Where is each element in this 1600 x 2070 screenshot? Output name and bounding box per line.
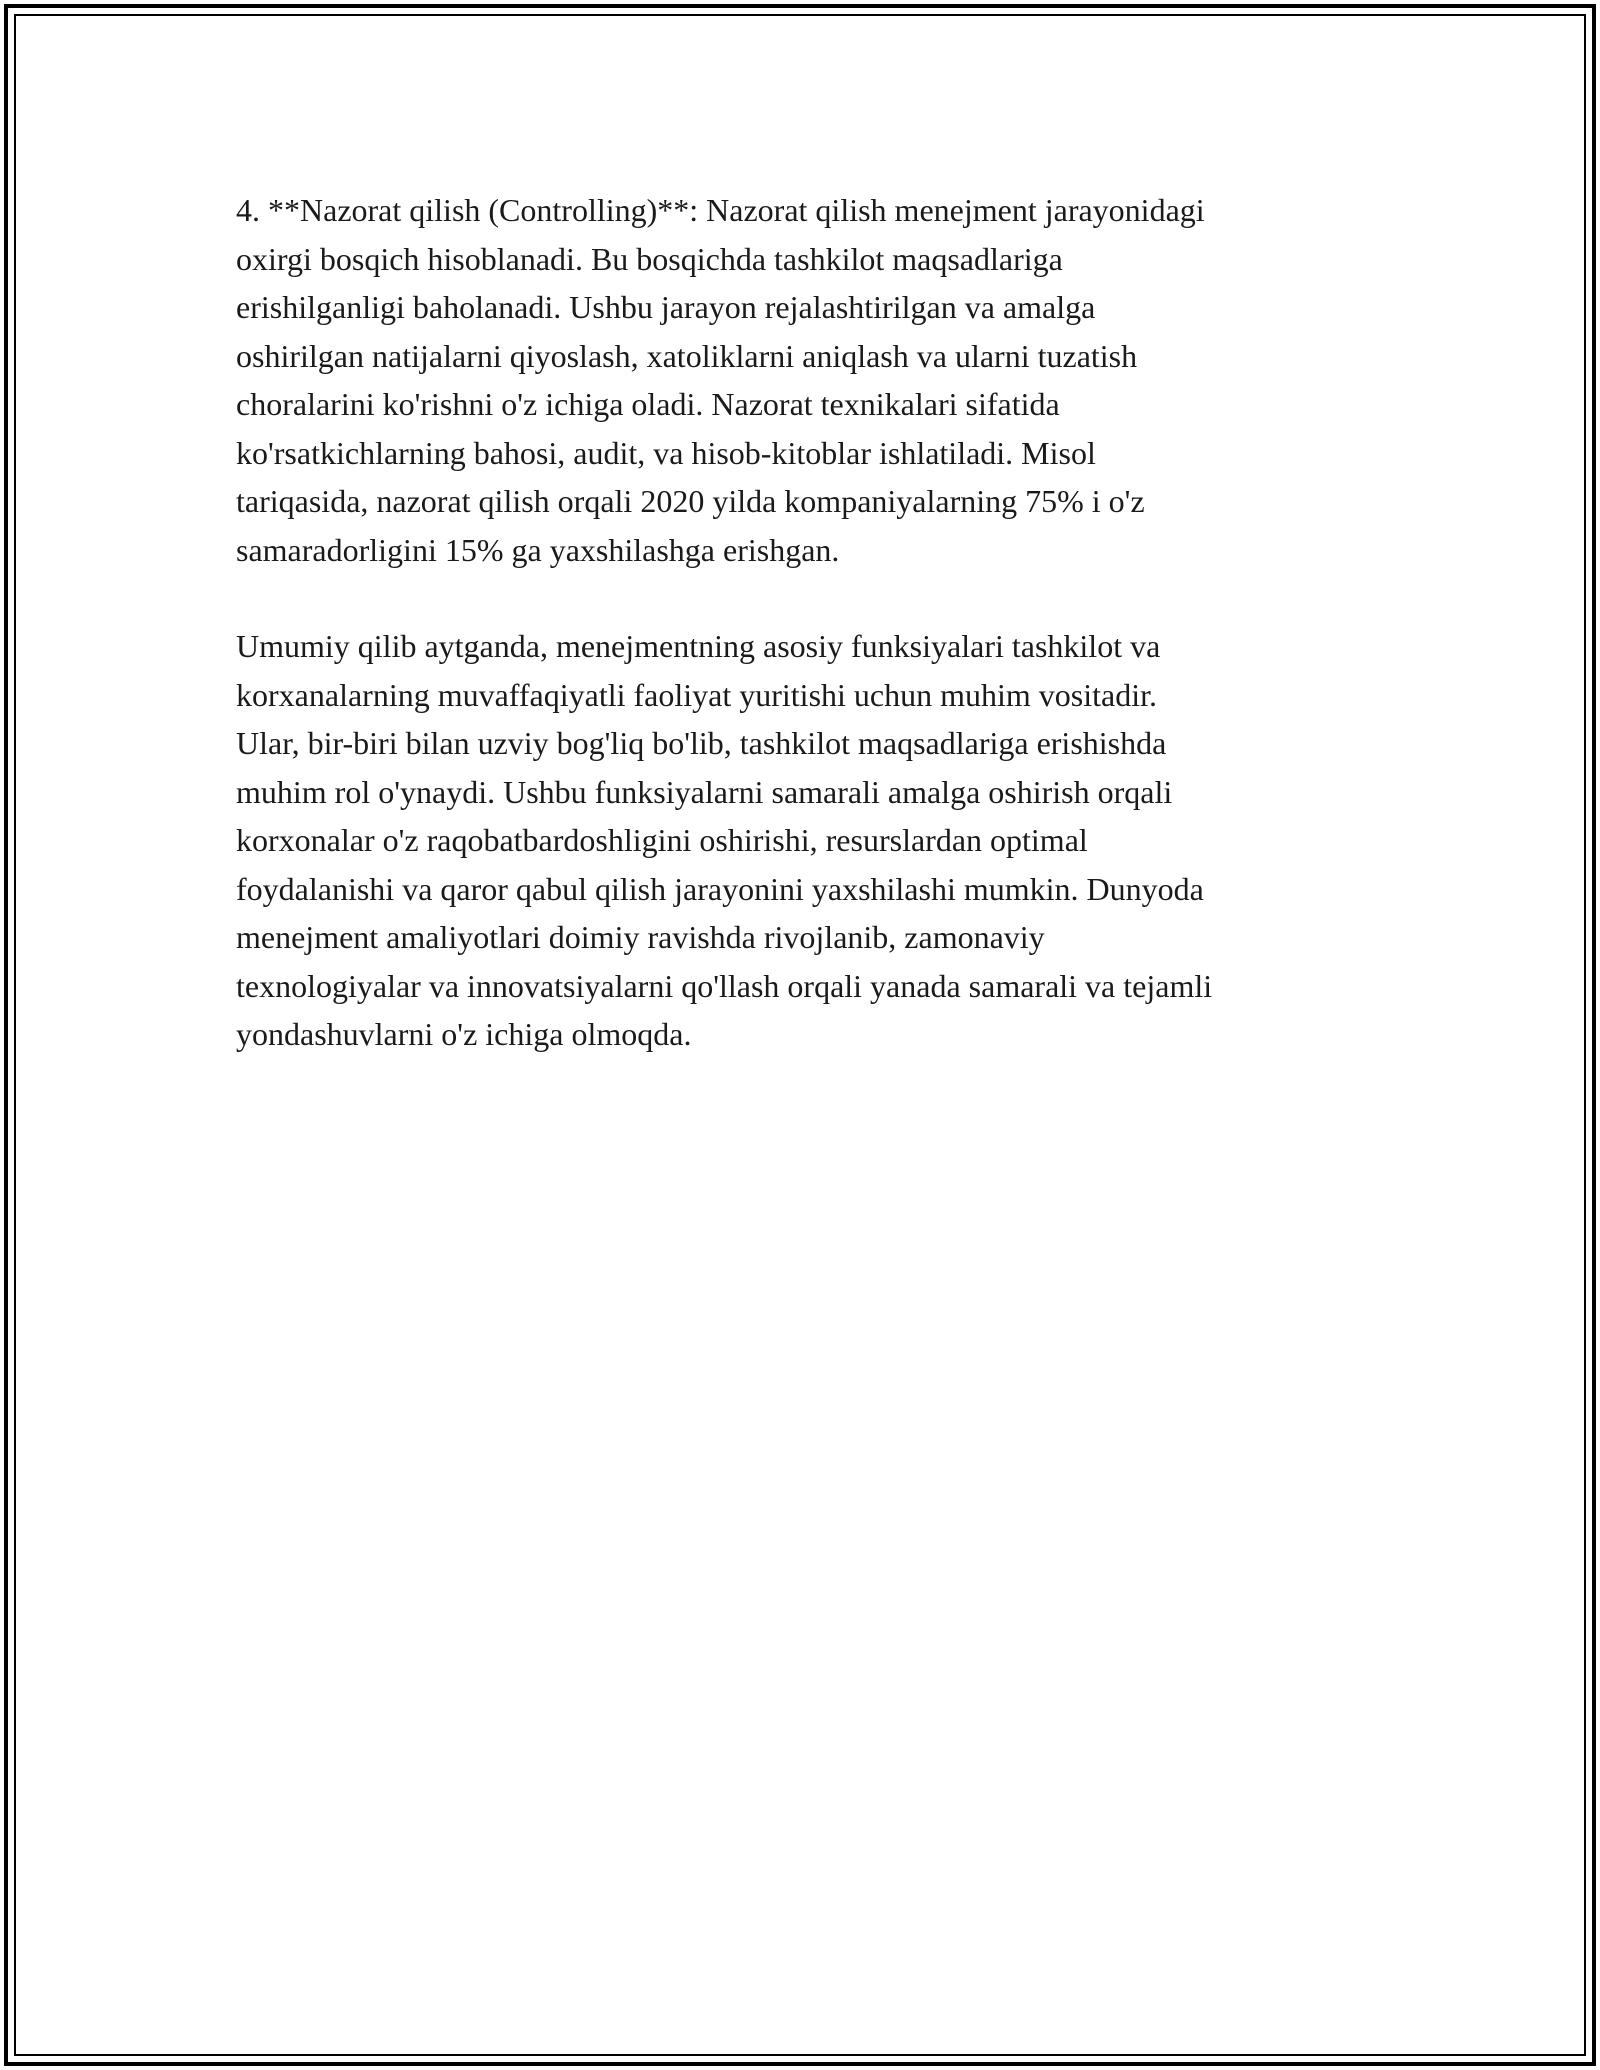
text-line: korxonalar o'z raqobatbardoshligini oshirishi, resurslardan optimal [236, 822, 1088, 858]
text-line: samaradorligini 15% ga yaxshilashga erishgan. [236, 531, 840, 568]
text-line: ko'rsatkichlarning bahosi, audit, va hisob-kitoblar ishlatiladi. Misol [236, 434, 1096, 471]
text-line: Umumiy qilib aytganda, menejmentning asosiy funksiyalari tashkilot va [236, 628, 1161, 664]
text-line: Ular, bir-biri bilan uzviy bog'liq bo'lib, tashkilot maqsadlariga erishishda [236, 725, 1167, 761]
text-line: menejment amaliyotlari doimiy ravishda rivojlanib, zamonaviy [236, 919, 1045, 955]
document-body [236, 186, 1366, 1107]
text-line: choralarini ko'rishni o'z ichiga oladi. Nazorat texnikalari sifatida [236, 386, 1060, 422]
text-line: erishilganligi baholanadi. Ushbu jarayon rejalashtirilgan va amalga [236, 289, 1096, 325]
text-line: muhim rol o'ynaydi. Ushbu funksiyalarni samarali amalga oshirish orqali [236, 773, 1173, 810]
text-line: korxanalarning muvaffaqiyatli faoliyat yuritishi uchun muhim vositadir. [236, 676, 1157, 713]
text-line: 4. **Nazorat qilish (Controlling)**: Nazorat qilish menejment jarayonidagi [236, 192, 1205, 228]
text-line: oxirgi bosqich hisoblanadi. Bu bosqichda tashkilot maqsadlariga [236, 240, 1063, 277]
text-line: foydalanishi va qaror qabul qilish jarayonini yaxshilashi mumkin. Dunyoda [236, 870, 1204, 907]
paragraph-summary [236, 622, 1366, 1059]
text-line: texnologiyalar va innovatsiyalarni qo'llash orqali yanada samarali va tejamli [236, 967, 1213, 1004]
paragraph-controlling [236, 186, 1366, 574]
text-line: tariqasida, nazorat qilish orqali 2020 yilda kompaniyalarning 75% i o'z [236, 483, 1145, 519]
text-line: yondashuvlarni o'z ichiga olmoqda. [236, 1016, 692, 1052]
text-line: oshirilgan natijalarni qiyoslash, xatoliklarni aniqlash va ularni tuzatish [236, 337, 1138, 374]
